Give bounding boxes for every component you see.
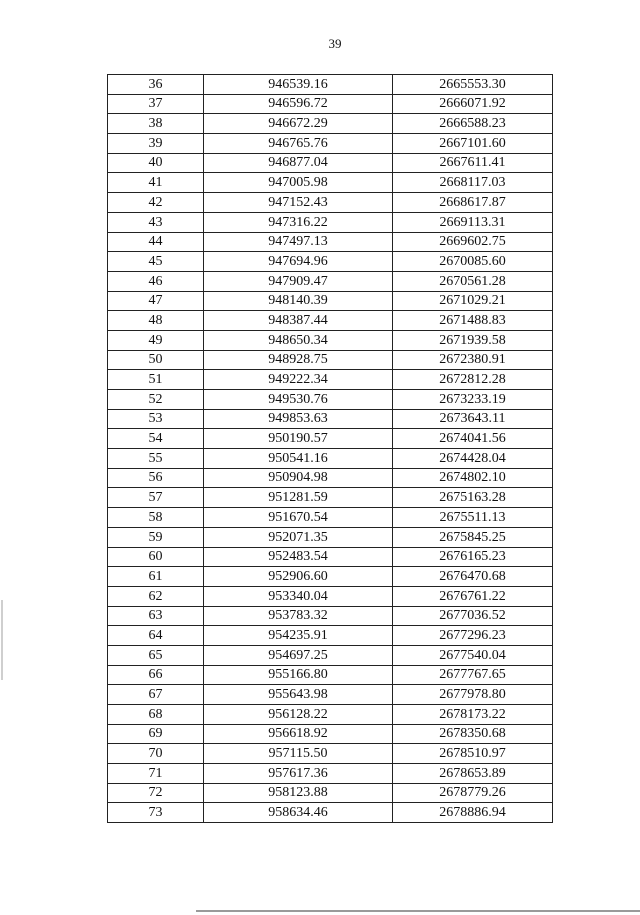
point-number-cell: 51 [108,370,204,390]
point-number-cell: 54 [108,429,204,449]
x-coordinate-cell: 946596.72 [204,94,393,114]
x-coordinate-cell: 956128.22 [204,705,393,725]
table-row [108,390,553,410]
table-row [108,586,553,606]
table-row [108,75,553,95]
table-row [108,173,553,193]
table-row [108,271,553,291]
y-coordinate-cell: 2674428.04 [393,449,553,469]
table-row [108,705,553,725]
y-coordinate-cell: 2672812.28 [393,370,553,390]
table-row [108,606,553,626]
point-number-cell: 68 [108,705,204,725]
x-coordinate-cell: 947909.47 [204,271,393,291]
y-coordinate-cell: 2673643.11 [393,409,553,429]
x-coordinate-cell: 956618.92 [204,724,393,744]
y-coordinate-cell: 2675163.28 [393,488,553,508]
y-coordinate-cell: 2677540.04 [393,645,553,665]
table-row [108,626,553,646]
x-coordinate-cell: 950904.98 [204,468,393,488]
x-coordinate-cell: 957115.50 [204,744,393,764]
table-row [108,803,553,823]
x-coordinate-cell: 947005.98 [204,173,393,193]
table-row [108,114,553,134]
y-coordinate-cell: 2676165.23 [393,547,553,567]
y-coordinate-cell: 2675511.13 [393,508,553,528]
x-coordinate-cell: 955643.98 [204,685,393,705]
point-number-cell: 37 [108,94,204,114]
y-coordinate-cell: 2666588.23 [393,114,553,134]
point-number-cell: 64 [108,626,204,646]
x-coordinate-cell: 954697.25 [204,645,393,665]
y-coordinate-cell: 2669602.75 [393,232,553,252]
point-number-cell: 38 [108,114,204,134]
y-coordinate-cell: 2677036.52 [393,606,553,626]
table-row [108,212,553,232]
coordinates-table [107,74,553,823]
point-number-cell: 52 [108,390,204,410]
x-coordinate-cell: 946877.04 [204,153,393,173]
point-number-cell: 55 [108,449,204,469]
point-number-cell: 57 [108,488,204,508]
table-row [108,429,553,449]
page-number: 39 [328,36,342,51]
table-row [108,468,553,488]
x-coordinate-cell: 946539.16 [204,75,393,95]
table-row [108,193,553,213]
scan-edge-line [196,910,640,912]
table-row [108,527,553,547]
table-row [108,645,553,665]
y-coordinate-cell: 2677767.65 [393,665,553,685]
table-row [108,153,553,173]
table-row [108,449,553,469]
y-coordinate-cell: 2668617.87 [393,193,553,213]
point-number-cell: 62 [108,586,204,606]
y-coordinate-cell: 2678886.94 [393,803,553,823]
y-coordinate-cell: 2674802.10 [393,468,553,488]
x-coordinate-cell: 948928.75 [204,350,393,370]
y-coordinate-cell: 2676470.68 [393,567,553,587]
point-number-cell: 65 [108,645,204,665]
point-number-cell: 56 [108,468,204,488]
x-coordinate-cell: 947316.22 [204,212,393,232]
x-coordinate-cell: 952071.35 [204,527,393,547]
point-number-cell: 61 [108,567,204,587]
y-coordinate-cell: 2675845.25 [393,527,553,547]
point-number-cell: 49 [108,330,204,350]
point-number-cell: 44 [108,232,204,252]
point-number-cell: 53 [108,409,204,429]
point-number-cell: 67 [108,685,204,705]
table-row [108,567,553,587]
y-coordinate-cell: 2677978.80 [393,685,553,705]
point-number-cell: 40 [108,153,204,173]
x-coordinate-cell: 950190.57 [204,429,393,449]
point-number-cell: 48 [108,311,204,331]
point-number-cell: 69 [108,724,204,744]
y-coordinate-cell: 2678173.22 [393,705,553,725]
x-coordinate-cell: 949530.76 [204,390,393,410]
table-row [108,508,553,528]
y-coordinate-cell: 2667101.60 [393,134,553,154]
x-coordinate-cell: 954235.91 [204,626,393,646]
y-coordinate-cell: 2676761.22 [393,586,553,606]
point-number-cell: 71 [108,764,204,784]
table-row [108,547,553,567]
point-number-cell: 47 [108,291,204,311]
table-row [108,350,553,370]
point-number-cell: 45 [108,252,204,272]
y-coordinate-cell: 2667611.41 [393,153,553,173]
point-number-cell: 42 [108,193,204,213]
x-coordinate-cell: 949853.63 [204,409,393,429]
x-coordinate-cell: 951281.59 [204,488,393,508]
x-coordinate-cell: 953340.04 [204,586,393,606]
y-coordinate-cell: 2678653.89 [393,764,553,784]
table-row [108,252,553,272]
point-number-cell: 36 [108,75,204,95]
table-row [108,134,553,154]
y-coordinate-cell: 2666071.92 [393,94,553,114]
point-number-cell: 66 [108,665,204,685]
x-coordinate-cell: 947152.43 [204,193,393,213]
x-coordinate-cell: 952906.60 [204,567,393,587]
point-number-cell: 58 [108,508,204,528]
table-row [108,311,553,331]
y-coordinate-cell: 2665553.30 [393,75,553,95]
x-coordinate-cell: 955166.80 [204,665,393,685]
x-coordinate-cell: 950541.16 [204,449,393,469]
point-number-cell: 59 [108,527,204,547]
table-row [108,685,553,705]
point-number-cell: 63 [108,606,204,626]
coordinates-table-container [107,74,552,823]
y-coordinate-cell: 2672380.91 [393,350,553,370]
x-coordinate-cell: 957617.36 [204,764,393,784]
y-coordinate-cell: 2678510.97 [393,744,553,764]
x-coordinate-cell: 952483.54 [204,547,393,567]
table-row [108,330,553,350]
point-number-cell: 39 [108,134,204,154]
y-coordinate-cell: 2668117.03 [393,173,553,193]
point-number-cell: 41 [108,173,204,193]
y-coordinate-cell: 2671939.58 [393,330,553,350]
table-row [108,665,553,685]
point-number-cell: 46 [108,271,204,291]
point-number-cell: 50 [108,350,204,370]
x-coordinate-cell: 947694.96 [204,252,393,272]
table-row [108,783,553,803]
x-coordinate-cell: 958634.46 [204,803,393,823]
scan-edge-mark [1,600,3,680]
x-coordinate-cell: 946672.29 [204,114,393,134]
x-coordinate-cell: 951670.54 [204,508,393,528]
x-coordinate-cell: 958123.88 [204,783,393,803]
point-number-cell: 72 [108,783,204,803]
x-coordinate-cell: 948650.34 [204,330,393,350]
x-coordinate-cell: 953783.32 [204,606,393,626]
x-coordinate-cell: 946765.76 [204,134,393,154]
y-coordinate-cell: 2670085.60 [393,252,553,272]
y-coordinate-cell: 2673233.19 [393,390,553,410]
point-number-cell: 70 [108,744,204,764]
point-number-cell: 60 [108,547,204,567]
table-row [108,232,553,252]
x-coordinate-cell: 949222.34 [204,370,393,390]
y-coordinate-cell: 2669113.31 [393,212,553,232]
x-coordinate-cell: 948140.39 [204,291,393,311]
table-row [108,744,553,764]
table-row [108,94,553,114]
table-row [108,291,553,311]
y-coordinate-cell: 2674041.56 [393,429,553,449]
x-coordinate-cell: 947497.13 [204,232,393,252]
table-row [108,488,553,508]
y-coordinate-cell: 2677296.23 [393,626,553,646]
table-row [108,370,553,390]
y-coordinate-cell: 2671029.21 [393,291,553,311]
table-row [108,724,553,744]
table-row [108,764,553,784]
x-coordinate-cell: 948387.44 [204,311,393,331]
y-coordinate-cell: 2671488.83 [393,311,553,331]
table-row [108,409,553,429]
point-number-cell: 43 [108,212,204,232]
y-coordinate-cell: 2678779.26 [393,783,553,803]
y-coordinate-cell: 2670561.28 [393,271,553,291]
point-number-cell: 73 [108,803,204,823]
y-coordinate-cell: 2678350.68 [393,724,553,744]
coordinates-table-body [108,75,553,823]
